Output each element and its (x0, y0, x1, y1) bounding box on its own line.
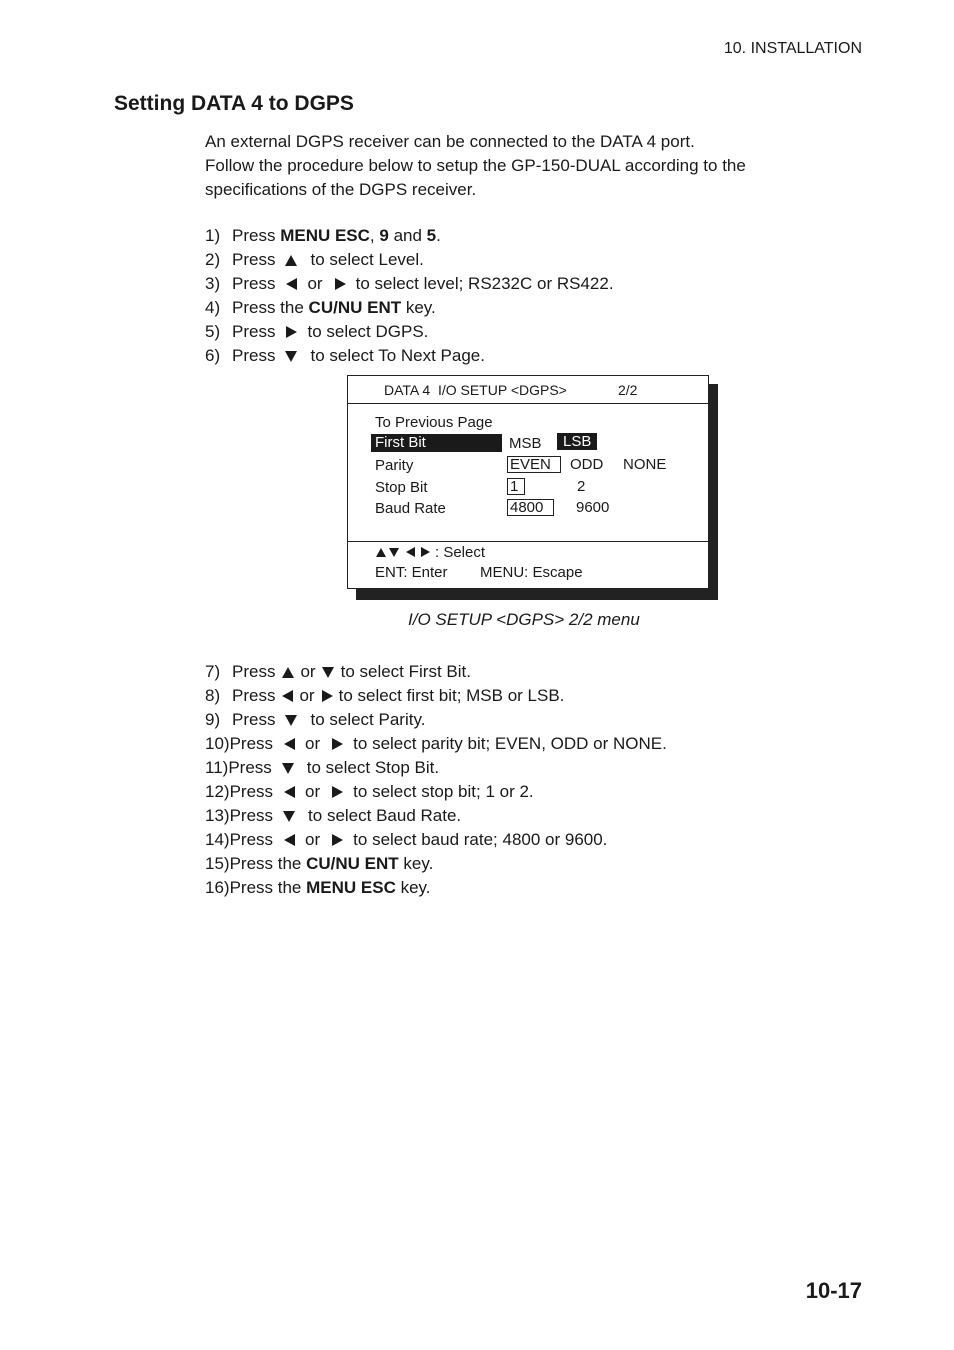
step-text: key. (401, 298, 436, 317)
step-text: and (388, 226, 427, 245)
step-number: 10) (205, 734, 230, 753)
option-stop-2[interactable]: 2 (577, 478, 586, 495)
step-text: to select Stop Bit. (306, 758, 440, 777)
right-arrow-icon (421, 547, 430, 557)
step-text: Press (232, 346, 276, 365)
step-text: Press (229, 734, 274, 753)
menu-item-first-bit[interactable]: First Bit (371, 434, 502, 452)
down-arrow-icon (322, 667, 334, 678)
step-text: or (299, 686, 315, 705)
option-msb[interactable]: MSB (509, 435, 542, 452)
step-text: to select Level. (310, 250, 424, 269)
up-arrow-icon (285, 255, 297, 266)
step-6 (205, 344, 614, 368)
step-text: Press (232, 322, 276, 341)
step-5 (205, 320, 614, 344)
step-16 (205, 876, 667, 900)
menu-divider (348, 541, 708, 542)
left-arrow-icon (406, 547, 415, 557)
step-text: to select DGPS. (307, 322, 429, 341)
step-text: to select parity bit; EVEN, ODD or NONE. (353, 734, 667, 753)
menu-item-stop-bit[interactable]: Stop Bit (375, 479, 428, 496)
step-text: or (305, 782, 321, 801)
down-arrow-icon (285, 351, 297, 362)
step-number: 14) (205, 830, 230, 849)
step-number: 2) (205, 250, 221, 269)
menu-help-escape: MENU: Escape (480, 564, 583, 581)
step-3 (205, 272, 614, 296)
up-arrow-icon (282, 667, 294, 678)
step-text: Press (232, 274, 276, 293)
option-none[interactable]: NONE (623, 456, 667, 473)
option-even[interactable]: EVEN (507, 456, 561, 473)
intro-paragraph (205, 130, 825, 202)
step-text: or (307, 274, 323, 293)
step-text: Press (229, 806, 274, 825)
section-title: Setting DATA 4 to DGPS (114, 92, 354, 115)
menu-item-previous-page[interactable]: To Previous Page (375, 414, 493, 431)
intro-line: An external DGPS receiver can be connected to the DATA 4 port. (205, 132, 695, 151)
step-text: . (436, 226, 441, 245)
menu-item-parity[interactable]: Parity (375, 457, 414, 474)
step-text: Press the (229, 878, 307, 897)
step-13 (205, 804, 667, 828)
step-text: , (369, 226, 380, 245)
key-name: MENU ESC (280, 226, 370, 245)
key-name: CU/NU ENT (308, 298, 402, 317)
step-2 (205, 248, 614, 272)
step-number: 8) (205, 686, 221, 705)
step-11 (205, 756, 667, 780)
menu-item-baud-rate[interactable]: Baud Rate (375, 500, 446, 517)
menu-title: DATA 4 I/O SETUP <DGPS> (384, 382, 567, 398)
step-text: to select baud rate; 4800 or 9600. (353, 830, 608, 849)
right-arrow-icon (332, 834, 343, 846)
key-name: 9 (379, 226, 389, 245)
up-arrow-icon (376, 548, 386, 557)
step-number: 5) (205, 322, 221, 341)
option-stop-1[interactable]: 1 (507, 478, 525, 495)
step-text: Press (232, 226, 281, 245)
down-arrow-icon (282, 763, 294, 774)
step-text: Press (228, 758, 272, 777)
io-setup-menu (347, 375, 709, 589)
down-arrow-icon (283, 811, 295, 822)
step-number: 13) (205, 806, 230, 825)
step-text: or (305, 830, 321, 849)
step-number: 1) (205, 226, 221, 245)
step-number: 7) (205, 662, 221, 681)
right-arrow-icon (332, 738, 343, 750)
step-text: key. (395, 878, 431, 897)
step-text: Press (232, 250, 276, 269)
step-15 (205, 852, 667, 876)
left-arrow-icon (284, 834, 295, 846)
left-arrow-icon (282, 690, 293, 702)
step-14 (205, 828, 667, 852)
step-text: to select level; RS232C or RS422. (355, 274, 614, 293)
step-text: Press (232, 710, 276, 729)
key-name: CU/NU ENT (306, 854, 399, 873)
step-text: Press the (232, 298, 309, 317)
menu-divider (348, 403, 708, 404)
step-text: to select First Bit. (340, 662, 471, 681)
right-arrow-icon (322, 690, 333, 702)
step-1 (205, 224, 614, 248)
step-10 (205, 732, 667, 756)
step-12 (205, 780, 667, 804)
step-9 (205, 708, 667, 732)
step-text: to select first bit; MSB or LSB. (338, 686, 565, 705)
intro-line: specifications of the DGPS receiver. (205, 180, 477, 199)
step-8 (205, 684, 667, 708)
step-text: Press (232, 662, 276, 681)
step-number: 6) (205, 346, 221, 365)
left-arrow-icon (286, 278, 297, 290)
step-text: to select To Next Page. (310, 346, 485, 365)
step-text: to select Parity. (310, 710, 426, 729)
step-text: to select Baud Rate. (308, 806, 462, 825)
step-text: Press (232, 686, 276, 705)
menu-page-indicator: 2/2 (618, 382, 638, 398)
step-number: 12) (205, 782, 230, 801)
key-name: MENU ESC (306, 878, 396, 897)
step-number: 9) (205, 710, 221, 729)
step-number: 15) (205, 854, 230, 873)
menu-help-enter: ENT: Enter (375, 564, 448, 581)
steps-list-b (205, 660, 667, 900)
running-header: 10. INSTALLATION (723, 40, 862, 57)
step-text: key. (398, 854, 434, 873)
step-text: Press the (229, 854, 307, 873)
menu-help-text: : Select (435, 543, 486, 561)
step-7 (205, 660, 667, 684)
step-text: Press (229, 782, 274, 801)
left-arrow-icon (284, 738, 295, 750)
right-arrow-icon (332, 786, 343, 798)
down-arrow-icon (389, 548, 399, 557)
step-number: 11) (205, 758, 229, 777)
figure-caption: I/O SETUP <DGPS> 2/2 menu (408, 610, 640, 629)
option-lsb[interactable]: LSB (557, 433, 597, 450)
down-arrow-icon (285, 715, 297, 726)
right-arrow-icon (335, 278, 346, 290)
step-number: 3) (205, 274, 221, 293)
step-number: 4) (205, 298, 221, 317)
left-arrow-icon (284, 786, 295, 798)
step-text: to select stop bit; 1 or 2. (353, 782, 534, 801)
step-4 (205, 296, 614, 320)
intro-line: Follow the procedure below to setup the GP-150-DUAL according to the (205, 156, 746, 175)
step-number: 16) (205, 878, 230, 897)
option-baud-4800[interactable]: 4800 (507, 499, 554, 516)
option-baud-9600[interactable]: 9600 (576, 499, 610, 516)
right-arrow-icon (286, 326, 297, 338)
step-text: or (305, 734, 321, 753)
key-name: 5 (426, 226, 437, 245)
page-number: 10-17 (805, 1278, 862, 1303)
option-odd[interactable]: ODD (570, 456, 604, 473)
steps-list-a (205, 224, 614, 368)
menu-help-select (376, 543, 485, 561)
step-text: Press (229, 830, 274, 849)
step-text: or (300, 662, 316, 681)
